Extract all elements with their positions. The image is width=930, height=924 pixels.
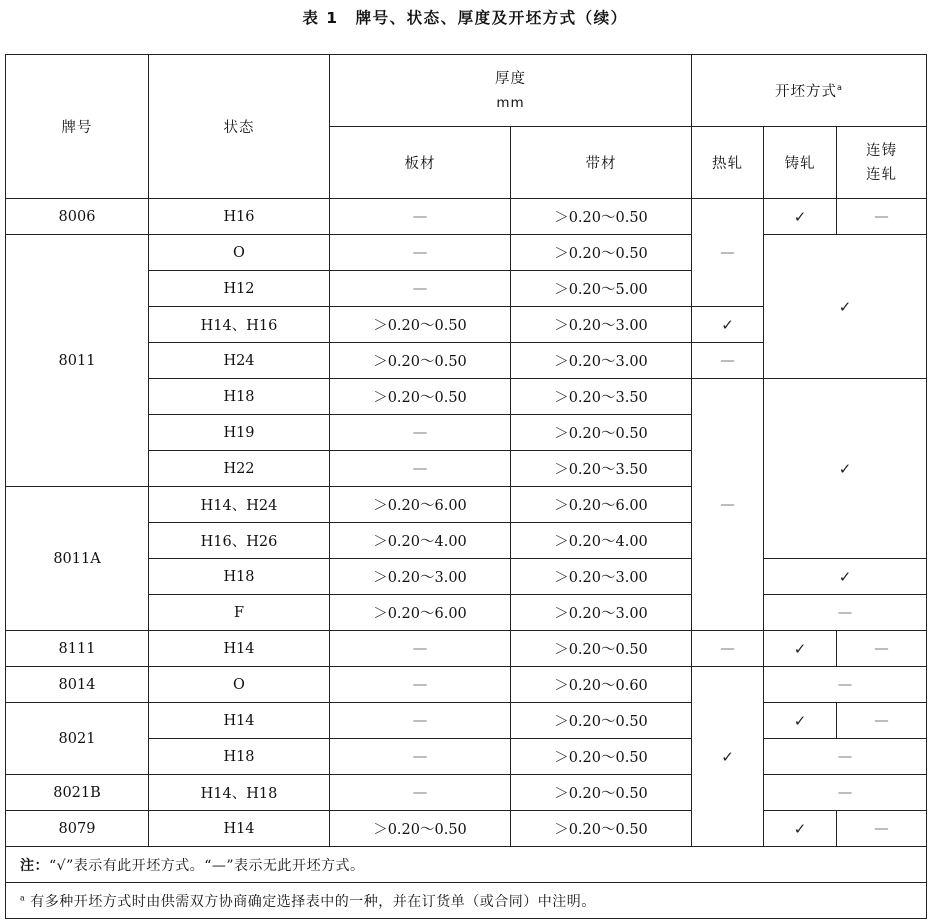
table-row — [6, 667, 927, 703]
cast-rolling-cell: ✓ — [764, 811, 837, 847]
plate-cell: ＞0.20～0.50 — [330, 811, 511, 847]
plate-cell: ＞0.20～6.00 — [330, 595, 511, 631]
header-method — [692, 55, 927, 127]
plate-cell: — — [330, 235, 511, 271]
grade-cell: 8079 — [6, 811, 149, 847]
cast-continuous-cell: ✓ — [764, 235, 927, 379]
strip-cell: ＞0.20～0.50 — [511, 199, 692, 235]
plate-cell: ＞0.20～4.00 — [330, 523, 511, 559]
note-text: “√”表示有此开坯方式。“—”表示无此开坯方式。 — [49, 857, 365, 874]
temper-cell: H24 — [149, 343, 330, 379]
plate-cell: ＞0.20～6.00 — [330, 487, 511, 523]
strip-cell: ＞0.20～3.50 — [511, 379, 692, 415]
temper-cell: H18 — [149, 379, 330, 415]
strip-cell: ＞0.20～0.50 — [511, 775, 692, 811]
plate-cell: — — [330, 667, 511, 703]
header-method-label: 开坯方式 — [775, 84, 838, 100]
temper-cell: H14 — [149, 703, 330, 739]
table-row — [6, 631, 927, 667]
grade-thickness-table — [5, 54, 927, 919]
grade-cell: 8021B — [6, 775, 149, 811]
table-footnote-row — [6, 883, 927, 919]
temper-cell: H14、H18 — [149, 775, 330, 811]
temper-cell: H12 — [149, 271, 330, 307]
strip-cell: ＞0.20～4.00 — [511, 523, 692, 559]
temper-cell: H14 — [149, 811, 330, 847]
plate-cell: — — [330, 199, 511, 235]
strip-cell: ＞0.20～5.00 — [511, 271, 692, 307]
grade-cell: 8006 — [6, 199, 149, 235]
cast-continuous-cell: — — [764, 595, 927, 631]
footnote-text: 有多种开坯方式时由供需双方协商确定选择表中的一种，并在订货单（或合同）中注明。 — [30, 893, 596, 910]
continuous-cell: — — [837, 703, 927, 739]
table-note-row — [6, 847, 927, 883]
temper-cell: O — [149, 667, 330, 703]
plate-cell: ＞0.20～0.50 — [330, 343, 511, 379]
temper-cell: H18 — [149, 559, 330, 595]
strip-cell: ＞0.20～3.00 — [511, 595, 692, 631]
header-thickness-unit: mm — [496, 94, 525, 111]
temper-cell: H22 — [149, 451, 330, 487]
table-note — [6, 847, 927, 883]
continuous-cell: — — [837, 631, 927, 667]
header-hot-rolling: 热轧 — [692, 127, 764, 199]
strip-cell: ＞0.20～3.00 — [511, 343, 692, 379]
header-continuous — [837, 127, 927, 199]
table-footnote — [6, 883, 927, 919]
plate-cell: — — [330, 271, 511, 307]
hot-rolling-cell: ✓ — [692, 307, 764, 343]
table-row — [6, 811, 927, 847]
temper-cell: H14 — [149, 631, 330, 667]
plate-cell: — — [330, 775, 511, 811]
strip-cell: ＞0.20～3.00 — [511, 559, 692, 595]
strip-cell: ＞0.20～3.00 — [511, 307, 692, 343]
plate-cell: — — [330, 415, 511, 451]
cast-continuous-cell: — — [764, 667, 927, 703]
strip-cell: ＞0.20～0.60 — [511, 667, 692, 703]
temper-cell: O — [149, 235, 330, 271]
table-caption: 表 1 牌号、状态、厚度及开坯方式（续） — [302, 9, 628, 27]
header-continuous-casting: 连铸 — [866, 142, 897, 159]
plate-cell: — — [330, 631, 511, 667]
table-row — [6, 775, 927, 811]
plate-cell: — — [330, 451, 511, 487]
hot-rolling-cell: — — [692, 199, 764, 307]
temper-cell: H16 — [149, 199, 330, 235]
grade-cell: 8014 — [6, 667, 149, 703]
plate-cell: ＞0.20～3.00 — [330, 559, 511, 595]
grade-cell: 8011A — [6, 487, 149, 631]
grade-cell: 8011 — [6, 235, 149, 487]
header-grade: 牌号 — [6, 55, 149, 199]
strip-cell: ＞0.20～0.50 — [511, 811, 692, 847]
header-temper: 状态 — [149, 55, 330, 199]
continuous-cell: — — [837, 199, 927, 235]
header-cast-rolling: 铸轧 — [764, 127, 837, 199]
strip-cell: ＞0.20～0.50 — [511, 703, 692, 739]
header-continuous-rolling: 连轧 — [866, 166, 897, 183]
temper-cell: H19 — [149, 415, 330, 451]
note-label: 注： — [20, 857, 49, 874]
temper-cell: F — [149, 595, 330, 631]
plate-cell: — — [330, 703, 511, 739]
grade-cell: 8111 — [6, 631, 149, 667]
strip-cell: ＞0.20～6.00 — [511, 487, 692, 523]
header-plate: 板材 — [330, 127, 511, 199]
cast-rolling-cell: ✓ — [764, 199, 837, 235]
header-strip: 带材 — [511, 127, 692, 199]
footnote-mark-a: a — [837, 83, 843, 93]
temper-cell: H16、H26 — [149, 523, 330, 559]
cast-continuous-cell: ✓ — [764, 559, 927, 595]
cast-continuous-cell: ✓ — [764, 379, 927, 559]
hot-rolling-cell: ✓ — [692, 667, 764, 847]
strip-cell: ＞0.20～3.50 — [511, 451, 692, 487]
cast-rolling-cell: ✓ — [764, 631, 837, 667]
cast-continuous-cell: — — [764, 775, 927, 811]
hot-rolling-cell: — — [692, 343, 764, 379]
strip-cell: ＞0.20～0.50 — [511, 739, 692, 775]
cast-rolling-cell: ✓ — [764, 703, 837, 739]
table-row — [6, 235, 927, 271]
header-thickness-label: 厚度 — [495, 70, 526, 87]
strip-cell: ＞0.20～0.50 — [511, 235, 692, 271]
strip-cell: ＞0.20～0.50 — [511, 631, 692, 667]
cast-continuous-cell: — — [764, 739, 927, 775]
temper-cell: H14、H24 — [149, 487, 330, 523]
header-thickness — [330, 55, 692, 127]
temper-cell: H14、H16 — [149, 307, 330, 343]
hot-rolling-cell: — — [692, 631, 764, 667]
continuous-cell: — — [837, 811, 927, 847]
grade-cell: 8021 — [6, 703, 149, 775]
footnote-mark: a — [20, 892, 26, 902]
table-row — [6, 703, 927, 739]
plate-cell: ＞0.20～0.50 — [330, 379, 511, 415]
plate-cell: ＞0.20～0.50 — [330, 307, 511, 343]
strip-cell: ＞0.20～0.50 — [511, 415, 692, 451]
hot-rolling-cell: — — [692, 379, 764, 631]
plate-cell: — — [330, 739, 511, 775]
table-row — [6, 199, 927, 235]
temper-cell: H18 — [149, 739, 330, 775]
